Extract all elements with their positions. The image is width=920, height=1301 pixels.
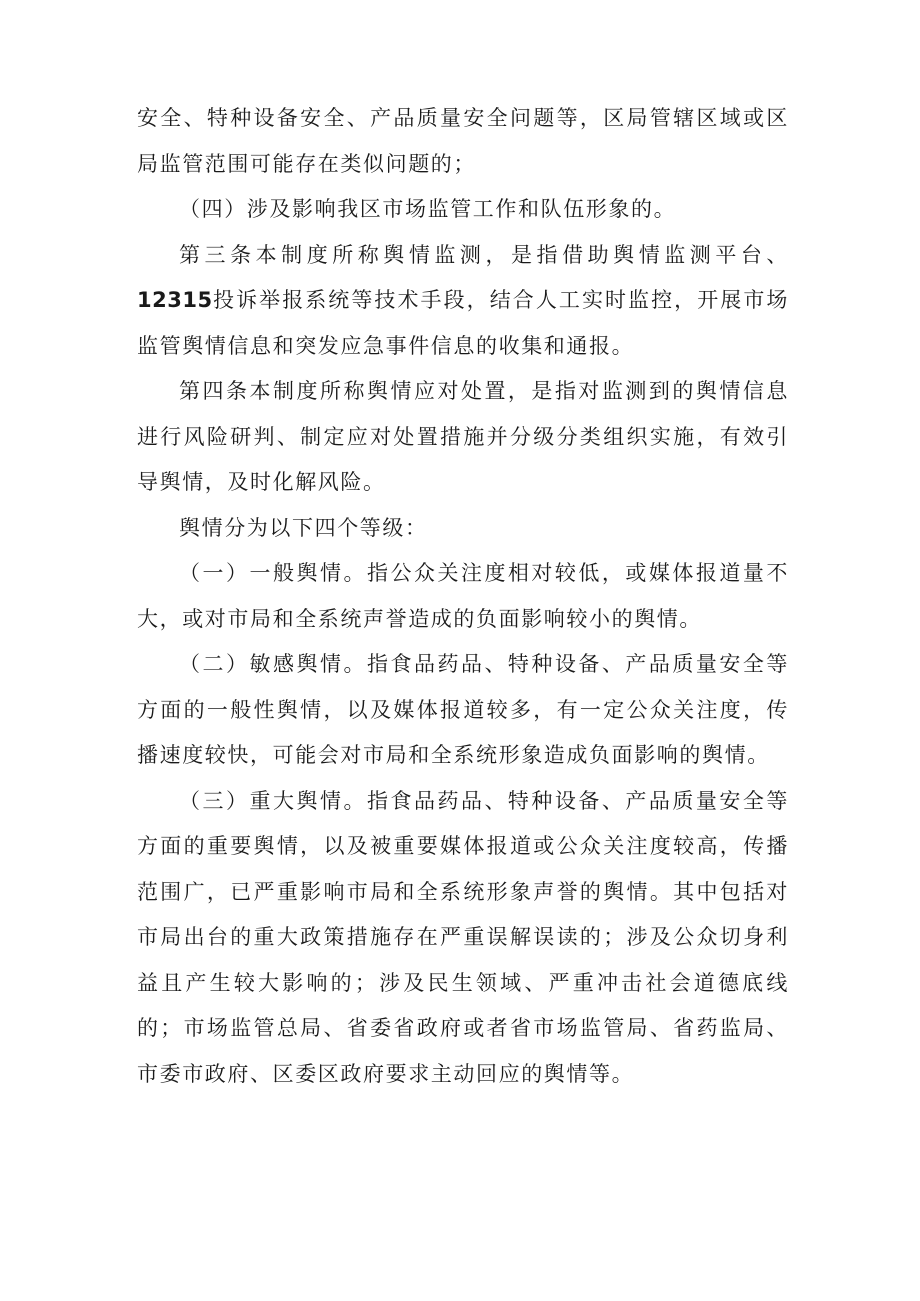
hotline-number: 12315 (137, 288, 213, 312)
paragraph-item-four: （四）涉及影响我区市场监管工作和队伍形象的。 (179, 197, 677, 221)
document-body (137, 96, 789, 1097)
paragraph-article-three (137, 233, 789, 370)
paragraph-level-sensitive: （二）敏感舆情。指食品药品、特种设备、产品质量安全等方面的一般性舆情，以及媒体报道较多，有一定公众关注度，传播速度较快，可能会对市局和全系统形象造成负面影响的舆情。 (137, 652, 789, 767)
paragraph-continuation: 安全、特种设备安全、产品质量安全问题等，区局管辖区域或区局监管范围可能存在类似问题的； (137, 106, 789, 176)
article-three-lead: 第三条本制度所称舆情监测，是指借助舆情监测平台、 (179, 242, 789, 267)
paragraph-levels-intro: 舆情分为以下四个等级： (179, 515, 428, 540)
paragraph-level-general: （一）一般舆情。指公众关注度相对较低，或媒体报道量不大，或对市局和全系统声誉造成的负面影响较小的舆情。 (137, 561, 789, 631)
paragraph-level-major: （三）重大舆情。指食品药品、特种设备、产品质量安全等方面的重要舆情，以及被重要媒体报道或公众关注度较高，传播范围广，已严重影响市局和全系统形象声誉的舆情。其中包括对市局出台的重大政策措施存在严重误解误读的；涉及公众切身利益且产生较大影响的；涉及民生领域、严重冲击社会道德底线的；市场监管总局、省委省政府或者省市场监管局、省药监局、市委市政府、区委区政府要求主动回应的舆情等。 (137, 788, 789, 1086)
article-three-rest: 投诉举报系统等技术手段，结合人工实时监控，开展市场监管舆情信息和突发应急事件信息的收集和通报。 (137, 288, 789, 358)
paragraph-article-four: 第四条本制度所称舆情应对处置，是指对监测到的舆情信息进行风险研判、制定应对处置措施并分级分类组织实施，有效引导舆情，及时化解风险。 (137, 379, 789, 494)
